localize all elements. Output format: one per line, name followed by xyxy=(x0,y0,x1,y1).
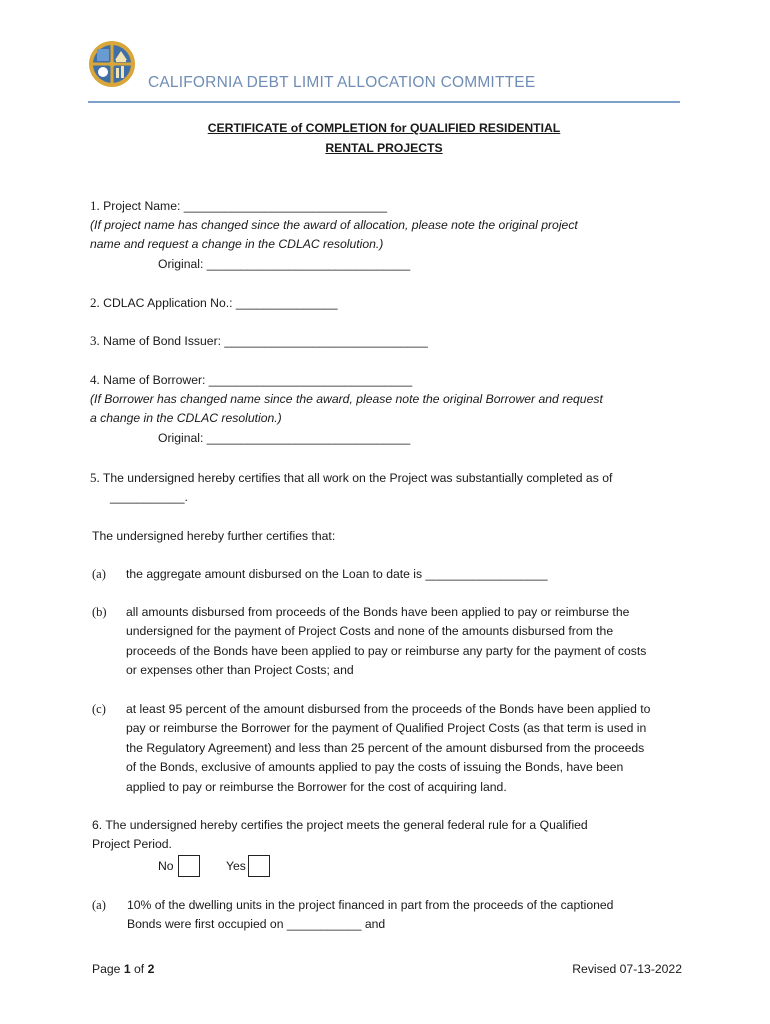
item-4 xyxy=(90,370,412,391)
item-2 xyxy=(90,293,338,314)
page-current: 1 xyxy=(123,962,131,976)
clause-c-line3: the Regulatory Agreement) and less than 25 percent of the amount disbursed from the proceeds xyxy=(126,741,645,755)
no-label: No xyxy=(158,859,174,873)
item-1 xyxy=(90,196,387,217)
clause-c-line1: at least 95 percent of the amount disbursed from the proceeds of the Bonds have been applied to xyxy=(126,702,651,716)
borrower-name-field[interactable]: Name of Borrower: ______________________________ xyxy=(103,373,413,387)
item-6-clause-a-label: (a) xyxy=(92,898,106,912)
item-1-note-line1: (If project name has changed since the award of allocation, please note the original project xyxy=(90,218,578,232)
page-number xyxy=(92,962,154,976)
certificate-title-line1: CERTIFICATE of COMPLETION for QUALIFIED RESIDENTIAL xyxy=(207,121,561,135)
clause-c-line5: applied to pay or reimburse the Borrower for the cost of acquiring land. xyxy=(126,780,507,794)
revision-date: Revised 07-13-2022 xyxy=(572,962,682,976)
item-5 xyxy=(90,468,612,489)
item-4-number: 4. xyxy=(90,372,100,387)
cdlac-seal-logo xyxy=(88,40,136,88)
yes-label: Yes xyxy=(226,859,246,873)
item-4-note-line2: a change in the CDLAC resolution.) xyxy=(90,411,282,425)
item-6-number: 6. xyxy=(92,818,103,832)
item-6 xyxy=(92,816,588,836)
cdlac-application-no-field[interactable]: CDLAC Application No.: _______________ xyxy=(103,296,338,310)
header-rule xyxy=(88,101,680,103)
item-3 xyxy=(90,331,428,352)
first-occupied-date-field[interactable]: Bonds were first occupied on ___________ and xyxy=(127,917,386,931)
item-5-number: 5. xyxy=(90,470,100,485)
yes-checkbox[interactable] xyxy=(248,855,270,877)
item-6-text: The undersigned hereby certifies the project meets the general federal rule for a Qualified xyxy=(105,818,588,832)
item-6-clause-a-line1: 10% of the dwelling units in the project financed in part from the proceeds of the captioned xyxy=(127,898,614,912)
item-3-number: 3. xyxy=(90,333,100,348)
page-of: of xyxy=(130,962,148,976)
item-6-line2: Project Period. xyxy=(92,837,172,851)
aggregate-amount-field[interactable]: the aggregate amount disbursed on the Loan to date is __________________ xyxy=(126,567,548,581)
clause-b-line3: proceeds of the Bonds have been applied to pay or reimburse any party for the payment of costs xyxy=(126,644,647,658)
item-5-text: The undersigned hereby certifies that all work on the Project was substantially completed as of xyxy=(102,471,613,485)
clause-b-line1: all amounts disbursed from proceeds of the Bonds have been applied to pay or reimburse the xyxy=(126,605,630,619)
item-4-note-line1: (If Borrower has changed name since the award, please note the original Borrower and request xyxy=(90,392,603,406)
clause-c-line2: pay or reimburse the Borrower for the payment of Qualified Project Costs (as that term is used in xyxy=(126,721,647,735)
bond-issuer-field[interactable]: Name of Bond Issuer: ______________________________ xyxy=(103,334,428,348)
item-1-note-line2: name and request a change in the CDLAC resolution.) xyxy=(90,237,384,251)
project-name-field[interactable]: Project Name: ______________________________ xyxy=(103,199,388,213)
no-checkbox[interactable] xyxy=(178,855,200,877)
clause-b-line4: or expenses other than Project Costs; and xyxy=(126,663,354,677)
page-prefix: Page xyxy=(92,962,124,976)
item-1-number: 1. xyxy=(90,198,100,213)
item-2-number: 2. xyxy=(90,295,100,310)
clause-c-label: (c) xyxy=(92,702,106,716)
further-certifies-intro: The undersigned hereby further certifies that: xyxy=(92,529,336,543)
certificate-title-line2: RENTAL PROJECTS xyxy=(325,141,443,155)
organization-name: CALIFORNIA DEBT LIMIT ALLOCATION COMMITTEE xyxy=(148,74,536,91)
original-project-name-field[interactable]: Original: ______________________________ xyxy=(158,257,411,271)
clause-b-line2: undersigned for the payment of Project Costs and none of the amounts disbursed from the xyxy=(126,624,614,638)
original-borrower-field[interactable]: Original: ______________________________ xyxy=(158,431,411,445)
clause-a-label: (a) xyxy=(92,567,106,581)
page-total: 2 xyxy=(147,962,155,976)
clause-b-label: (b) xyxy=(92,605,107,619)
clause-c-line4: of the Bonds, exclusive of amounts applied to pay the costs of issuing the Bonds, have been xyxy=(126,760,624,774)
completion-date-field[interactable]: ___________. xyxy=(110,490,188,504)
